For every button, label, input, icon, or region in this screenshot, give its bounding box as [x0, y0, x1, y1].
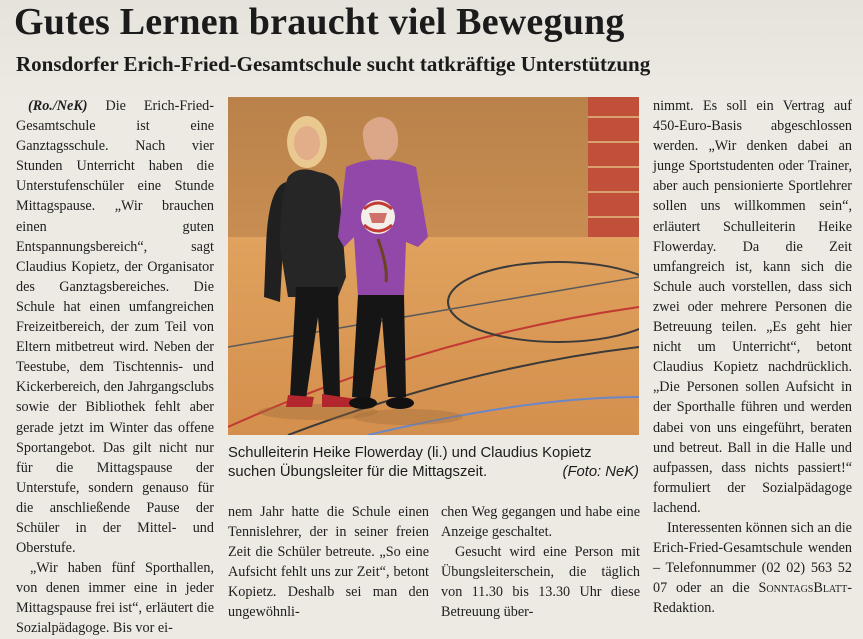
paragraph-3: nem Jahr hatte die Schule einen Tennislehrer, der in seiner freien Zeit die Schüler betreute. „So eine Aufsicht fehlt uns zur Zeit“, betont Kopietz. Deshalb sei man den ungewöhnli-	[228, 504, 429, 621]
photo-caption	[228, 444, 639, 482]
byline: (Ro./NeK)	[28, 98, 88, 114]
article-column-4	[653, 96, 852, 618]
contact-text-end: -Redaktion.	[653, 580, 852, 617]
paragraph-7	[653, 518, 852, 618]
paragraph-5: Gesucht wird eine Person mit Übungsleiterschein, die täglich von 11.30 bis 13.30 Uhr diese Betreuung über-	[441, 544, 640, 621]
article-photo	[228, 97, 639, 435]
headline: Gutes Lernen braucht viel Bewegung	[14, 1, 625, 43]
newspaper-name: SonntagsBlatt	[758, 580, 848, 597]
caption-text: Schulleiterin Heike Flowerday (li.) und Claudius Kopietz suchen Übungsleiter für die Mittagszeit.	[228, 445, 592, 480]
paragraph-1: Die Erich-Fried-Gesamtschule ist eine Ganztagsschule. Nach vier Stunden Unterricht haben die Unterstufenschüler eine Stunde Mittagspause. „Wir brauchen einen guten Entspannungsbereich“, sagt Claudius Kopietz, der Organisator des Ganztagsbereiches. Die Schule hat einen umfangreichen Freizeitbereich, der zum Teil von Eltern mitbetreut wird. Neben der Teestube, dem Tischtennis- und Kickerbereich, den Jahrgangsclubs sowie der Bibliothek fehlt aber gerade jetzt im Winter das offene Sportangebot. Das gilt nicht nur für die Mittagspause der Unterstufe, sondern genauso für die anschließende Pause der Schüler in der Mittel- und Oberstufe.	[16, 98, 214, 557]
article-column-1	[16, 96, 214, 639]
paragraph-2: „Wir haben fünf Sporthallen, von denen immer eine in jeder Mittagspause frei ist“, erläutert die Sozialpädagoge. Bis vor ei-	[16, 560, 214, 637]
contact-text: Interessenten können sich an die Erich-Fried-Gesamtschule wenden – Telefonnummer (02 02) 563 52 07 oder an die	[653, 519, 852, 597]
paragraph-6: nimmt. Es soll ein Vertrag auf 450-Euro-Basis abgeschlossen werden. „Wir denken dabei an junge Sportstudenten oder Trainer, aber auch pensionierte Sportlehrer sollen uns willkommen sein“, erläutert Schulleiterin Heike Flowerday. Da die Zeit umfangreich ist, kann sich die Schule auch vorstellen, dass sich zwei oder mehrere Personen die Betreuung teilen. „Es geht hier nicht um Unterricht“, betont Claudius Kopietz nachdrücklich. „Die Personen sollen Aufsicht in der Sporthalle führen und werden dabei von uns eingeführt, beraten und betreut. Ball in die Halle und aufpassen, dass nichts passiert!“ formuliert der Sozialpädagoge lachend.	[653, 98, 852, 516]
photo-credit: (Foto: NeK)	[562, 464, 639, 480]
photo-illustration	[228, 97, 639, 435]
article-lead-paragraph	[16, 96, 214, 558]
article-column-2	[228, 502, 429, 623]
article-column-3	[441, 502, 640, 623]
subheadline: Ronsdorfer Erich-Fried-Gesamtschule sucht tatkräftige Unterstützung	[16, 52, 651, 76]
paragraph-4: chen Weg gegangen und habe eine Anzeige geschaltet.	[441, 504, 640, 541]
